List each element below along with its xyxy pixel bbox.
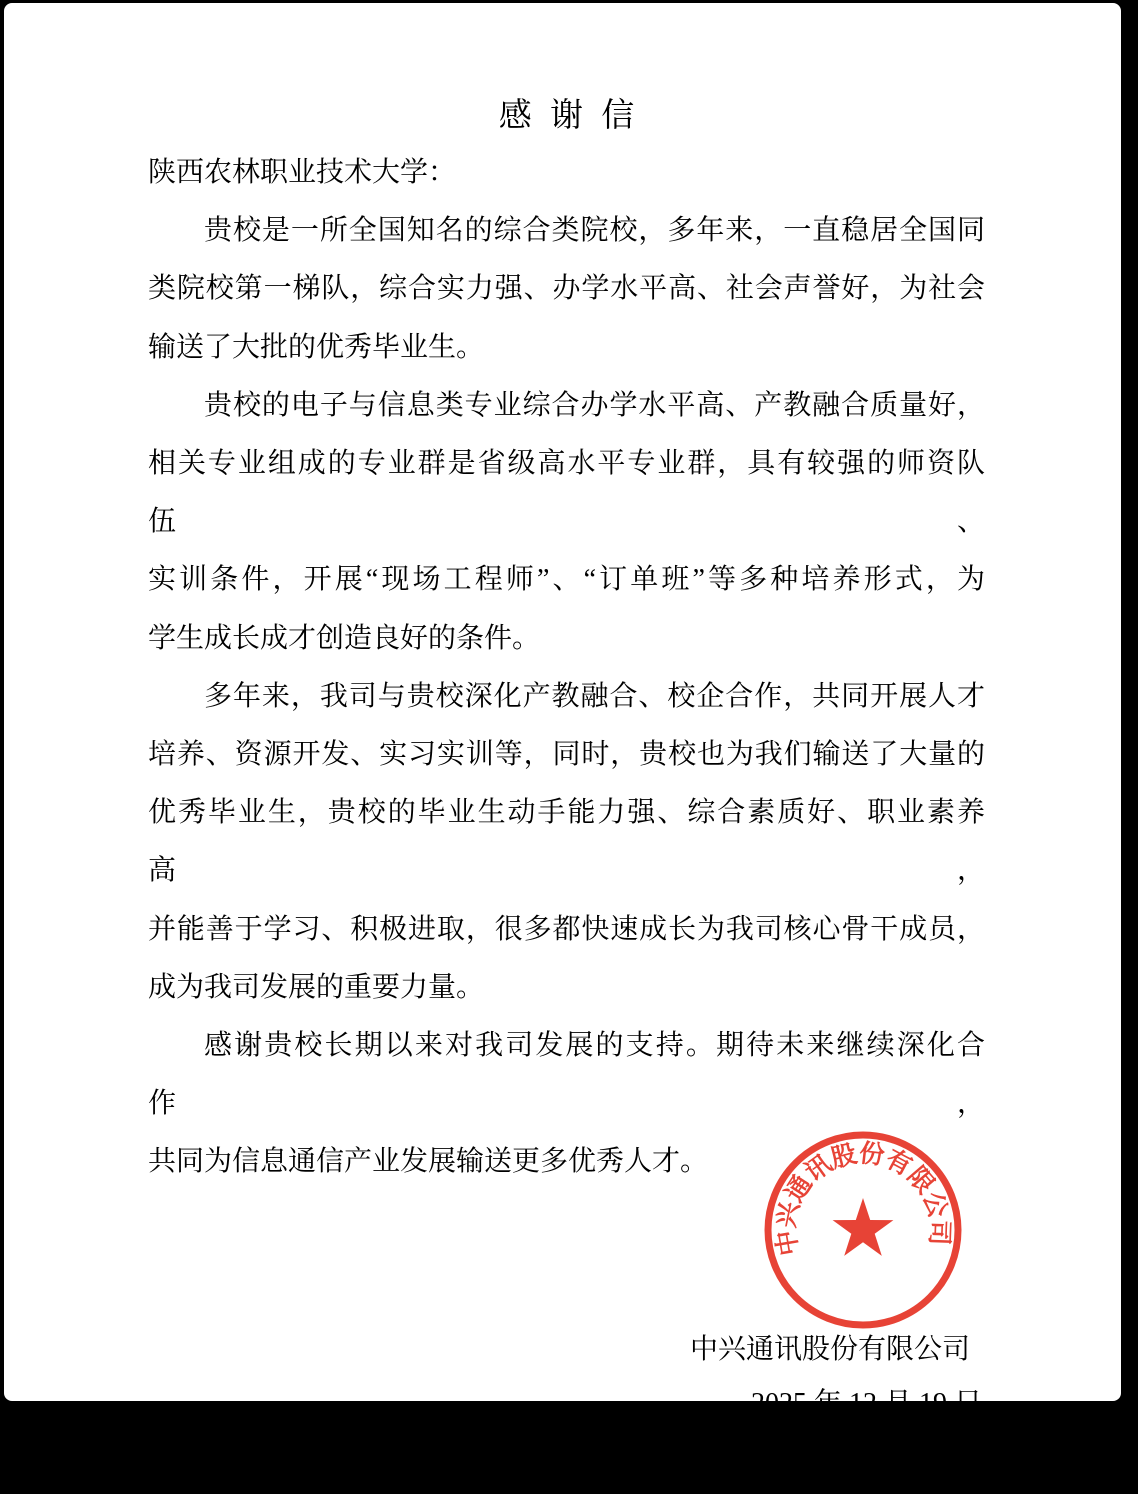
signature-block (148, 1323, 985, 1431)
letter-body (148, 202, 985, 1191)
body-line: 感谢贵校长期以来对我司发展的支持。期待未来继续深化合作， (148, 1030, 985, 1120)
body-line: 优秀毕业生，贵校的毕业生动手能力强、综合素质好、职业素养高， (148, 797, 985, 887)
body-line: 培养、资源开发、实习实训等，同时，贵校也为我们输送了大量的 (148, 739, 985, 771)
letter-title: 感 谢 信 (498, 98, 635, 134)
body-line: 输送了大批的优秀毕业生。 (148, 331, 485, 363)
body-line: 共同为信息通信产业发展输送更多优秀人才。 (148, 1146, 709, 1178)
letter-sheet (4, 3, 1121, 1419)
body-line: 相关专业组成的专业群是省级高水平专业群，具有较强的师资队伍、 (148, 448, 985, 538)
body-line: 多年来，我司与贵校深化产教融合、校企合作，共同开展人才 (204, 680, 985, 712)
company-signature: 中兴通讯股份有限公司 (689, 1333, 970, 1365)
body-line: 成为我司发展的重要力量。 (148, 971, 485, 1003)
date-line: 2025 年 12 月 19 日 (750, 1387, 982, 1419)
body-line: 类院校第一梯队，综合实力强、办学水平高、社会声誉好，为社会 (148, 273, 985, 305)
body-line: 并能善于学习、积极进取，很多都快速成长为我司核心骨干成员， (148, 913, 985, 945)
body-line: 贵校的电子与信息类专业综合办学水平高、产教融合质量好， (204, 389, 985, 421)
star-icon (833, 1198, 894, 1256)
salutation: 陕西农林职业技术大学： (148, 157, 457, 188)
body-line: 实训条件，开展“现场工程师”、“订单班”等多种培养形式，为 (148, 564, 985, 596)
stamp-arc-text: 中兴通讯股份有限公司 (771, 1138, 955, 1258)
body-line: 贵校是一所全国知名的综合类院校，多年来，一直稳居全国同 (204, 215, 985, 247)
body-line: 学生成长成才创造良好的条件。 (148, 622, 541, 654)
letter-page (4, 96, 1121, 1494)
